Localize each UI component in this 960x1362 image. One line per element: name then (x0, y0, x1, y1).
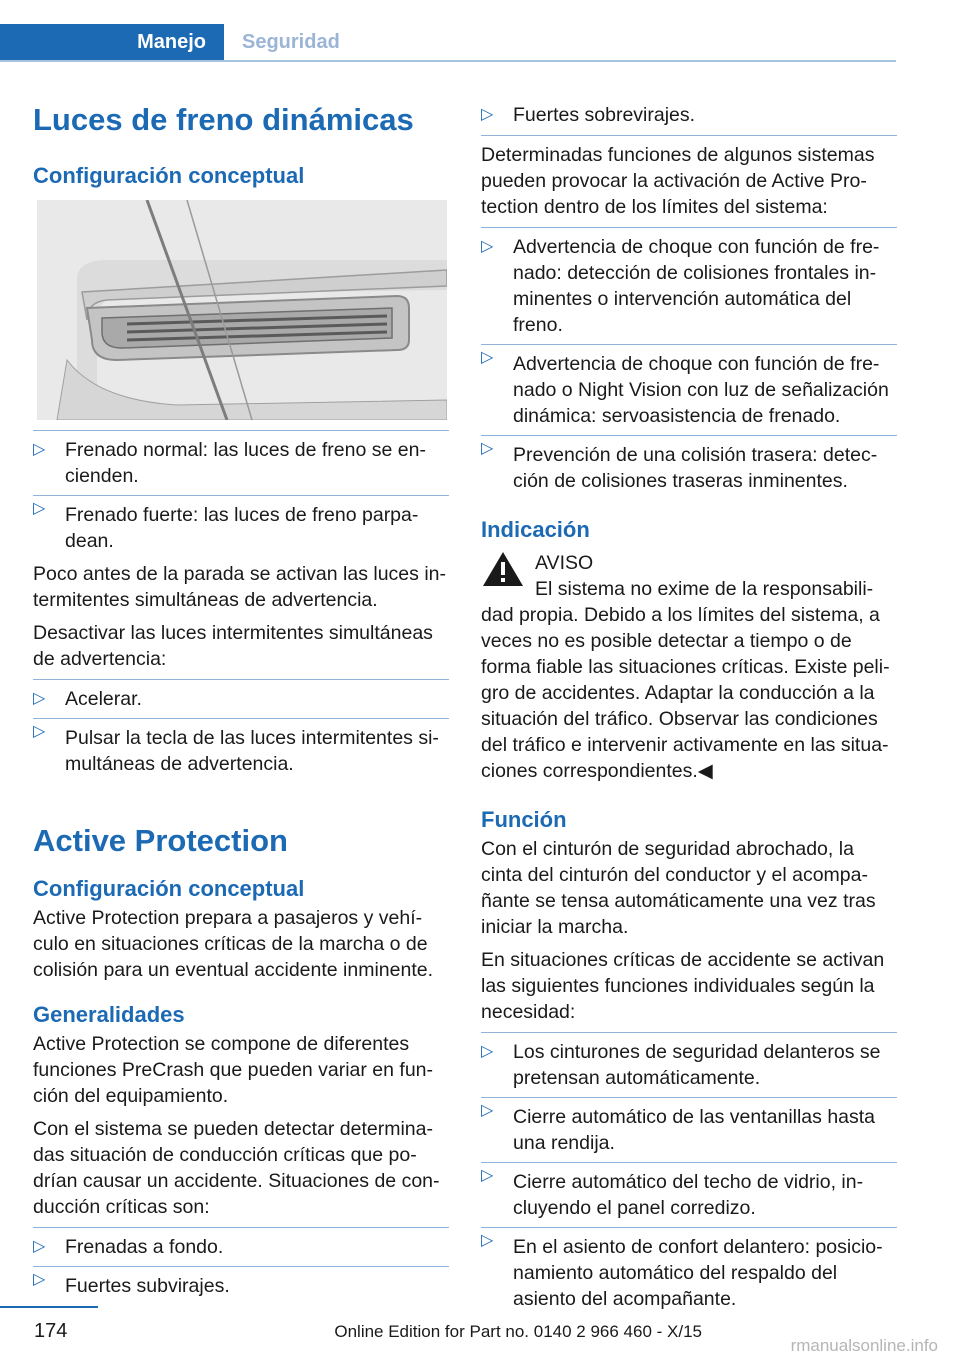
left-column (33, 100, 449, 1306)
subheading-generalidades: Generalidades (33, 1002, 185, 1027)
list-item: ▷ Advertencia de choque con función de fre‐ nado o Night Vision con luz de señalización dinámica: servoasistencia de frenado. (481, 344, 897, 429)
subheading-funcion: Función (481, 807, 567, 832)
triangle-bullet-icon: ▷ (33, 441, 46, 458)
warning-box (481, 550, 897, 602)
list-sobrevirajes (481, 100, 897, 128)
warning-text: dad propia. Debido a los límites del sistema, a veces no es posible detectar a tiempo o de forma fiable las situaciones críticas. Existe peli‐ gro de accidentes. Adaptar la conducción a la situación del tráfico. Observar las condiciones del tráfico e intervenir activamente en las situa‐ ciones correspondientes.◀ (481, 604, 890, 782)
paragraph: Active Protection prepara a pasajeros y vehí‐ culo en situaciones críticas de la marcha o de colisión para un eventual accidente inminente. (33, 907, 434, 981)
list-item: ▷ En el asiento de confort delantero: posicio‐ namiento automático del respaldo del asiento del acompañante. (481, 1227, 897, 1312)
paragraph: Desactivar las luces intermitentes simultáneas de advertencia: (33, 622, 433, 670)
list-item: ▷ Los cinturones de seguridad delanteros se pretensan automáticamente. (481, 1041, 881, 1089)
list-item: ▷ Frenado fuerte: las luces de freno parpa‐ dean. (33, 495, 449, 554)
triangle-bullet-icon: ▷ (481, 1232, 494, 1249)
list-item: ▷ Prevención de una colisión trasera: detec‐ ción de colisiones traseras inminentes. (481, 435, 897, 494)
tab-manejo[interactable]: Manejo (0, 24, 224, 60)
paragraph: Active Protection se compone de diferentes funciones PreCrash que pueden variar en fun‐ ción del equipamiento. (33, 1033, 433, 1107)
warning-triangle-icon (481, 550, 525, 588)
triangle-bullet-icon: ▷ (481, 1167, 494, 1184)
footer-rule (0, 1306, 98, 1308)
warning-title: AVISO (535, 552, 594, 574)
triangle-bullet-icon: ▷ (33, 723, 46, 740)
triangle-bullet-icon: ▷ (481, 1102, 494, 1119)
list-frenado (33, 430, 449, 554)
header-rule (0, 60, 896, 62)
paragraph: Con el cinturón de seguridad abrochado, la cinta del cinturón del conductor y el acompa‐ ñante se tensa automáticamente una vez tras iniciar la marcha. (481, 838, 876, 938)
tail-light-image (37, 200, 447, 420)
list-item: ▷ Frenadas a fondo. (33, 1236, 224, 1258)
page-number: 174 (34, 1320, 68, 1342)
list-funciones-individuales (481, 1032, 897, 1312)
triangle-bullet-icon: ▷ (33, 1271, 46, 1288)
paragraph: Con el sistema se pueden detectar determina‐ das situación de conducción críticas que po‐ drían causar un accidente. Situaciones de con‐ ducción críticas son: (33, 1118, 440, 1218)
list-item: ▷ Frenado normal: las luces de freno se en‐ cienden. (33, 439, 426, 487)
list-item: ▷ Acelerar. (33, 688, 142, 710)
paragraph: Poco antes de la parada se activan las luces in‐ termitentes simultáneas de advertencia. (33, 563, 446, 611)
subheading-indicacion: Indicación (481, 517, 590, 542)
triangle-bullet-icon: ▷ (481, 106, 494, 123)
section-title-active-protection: Active Protection (33, 823, 288, 858)
header-tabs (0, 24, 896, 62)
list-desactivar (33, 679, 449, 777)
list-item: ▷ Cierre automático de las ventanillas hasta una rendija. (481, 1097, 897, 1156)
triangle-bullet-icon: ▷ (481, 238, 494, 255)
warning-first-line: El sistema no exime de la responsabili‐ (535, 578, 874, 600)
edition-text: Online Edition for Part no. 0140 2 966 460 - X/15 (334, 1322, 702, 1341)
triangle-bullet-icon: ▷ (481, 349, 494, 366)
triangle-bullet-icon: ▷ (33, 500, 46, 517)
triangle-bullet-icon: ▷ (33, 1238, 46, 1255)
right-column (481, 100, 897, 1319)
section-title-luces: Luces de freno dinámicas (33, 102, 414, 137)
triangle-bullet-icon: ▷ (481, 440, 494, 457)
watermark: rmanualsonline.info (790, 1336, 938, 1355)
list-item: ▷ Fuertes sobrevirajes. (481, 104, 696, 126)
list-funciones-sistemas (481, 227, 897, 494)
list-item: ▷ Cierre automático del techo de vidrio, in‐ cluyendo el panel corredizo. (481, 1162, 897, 1221)
paragraph: Determinadas funciones de algunos sistemas pueden provocar la activación de Active Pro‐ tection dentro de los límites del sistema: (481, 135, 897, 220)
subheading-configuracion-2: Configuración conceptual (33, 876, 305, 901)
paragraph: En situaciones críticas de accidente se activan las siguientes funciones individuales según la necesidad: (481, 949, 885, 1023)
list-item: ▷ Pulsar la tecla de las luces intermitentes si‐ multáneas de advertencia. (33, 718, 449, 777)
list-item: ▷ Fuertes subvirajes. (33, 1266, 449, 1299)
triangle-bullet-icon: ▷ (481, 1043, 494, 1060)
triangle-bullet-icon: ▷ (33, 690, 46, 707)
subheading-configuracion: Configuración conceptual (33, 163, 305, 188)
tail-light-illustration (37, 200, 447, 420)
list-item: ▷ Advertencia de choque con función de fre‐ nado: detección de colisiones frontales in‐ minentes o intervención automática del freno. (481, 236, 880, 336)
tab-seguridad[interactable]: Seguridad (242, 30, 340, 53)
list-situaciones (33, 1227, 449, 1299)
